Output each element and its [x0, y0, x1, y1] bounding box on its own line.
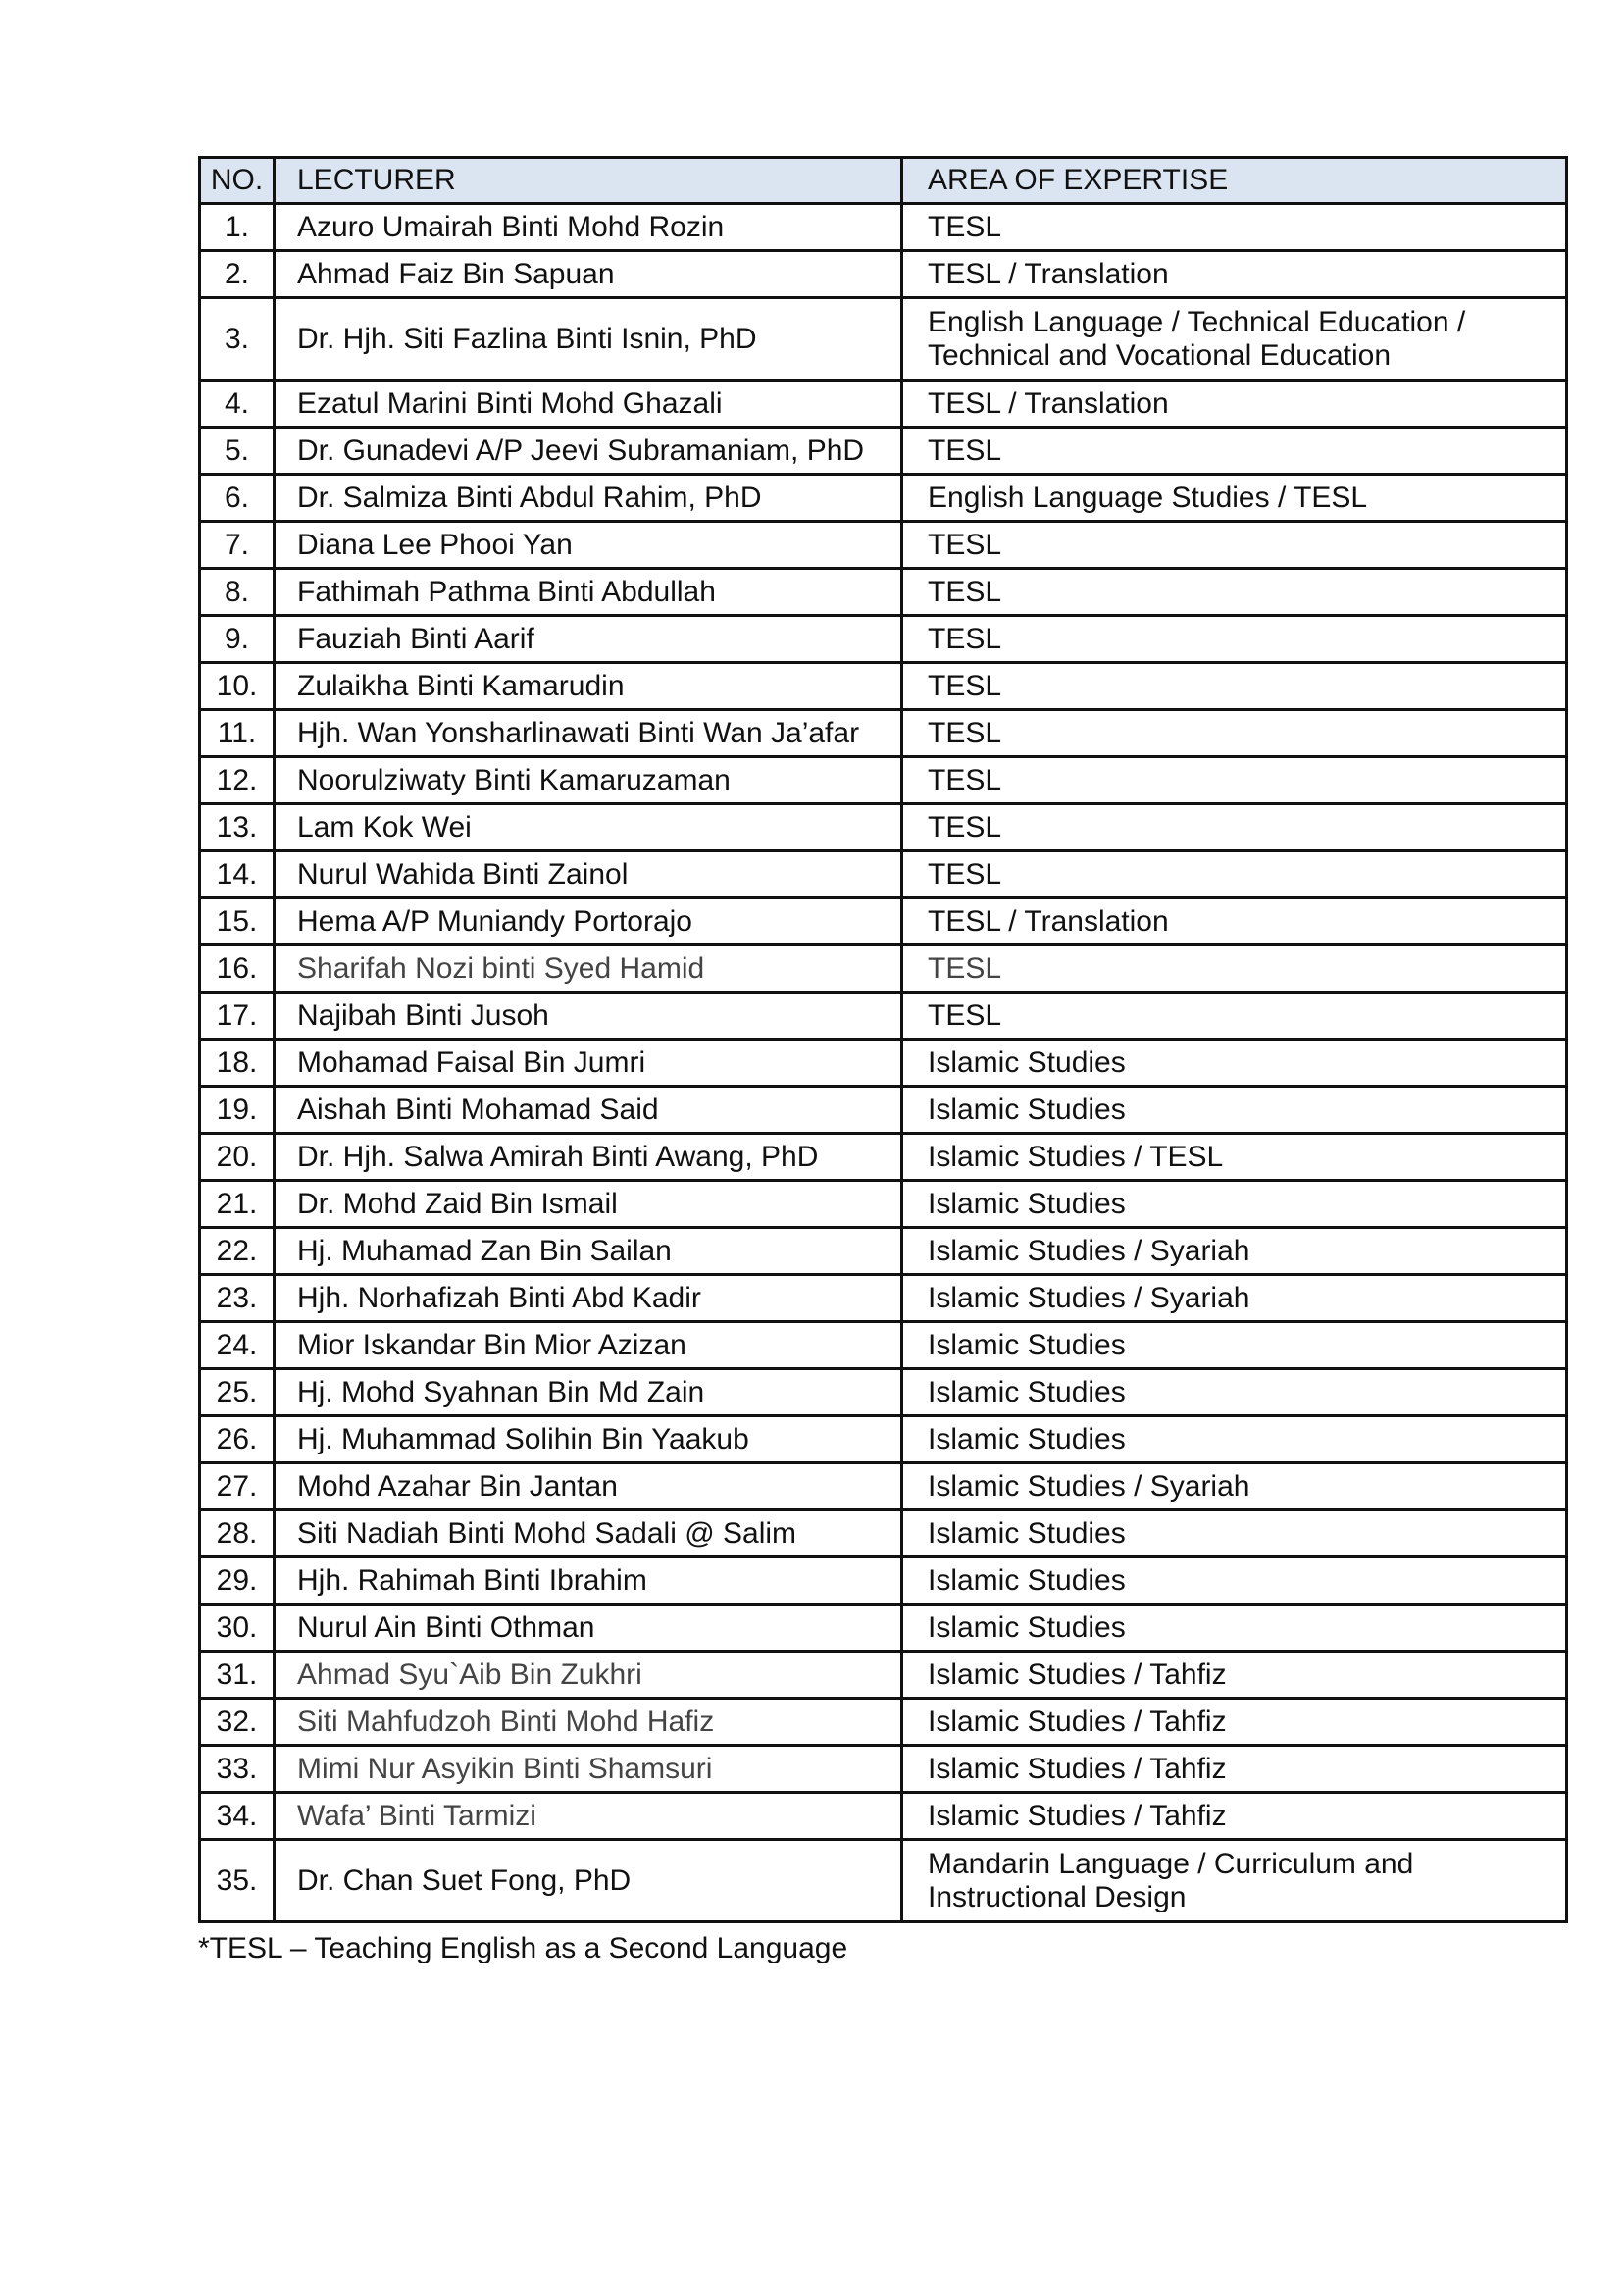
row-number: 19. [200, 1087, 275, 1134]
row-number: 23. [200, 1275, 275, 1322]
area-of-expertise: TESL [902, 710, 1567, 757]
row-number: 25. [200, 1369, 275, 1416]
row-number: 15. [200, 898, 275, 945]
table-row [200, 475, 1567, 522]
lecturer-name: Nurul Wahida Binti Zainol [275, 851, 902, 898]
row-number: 11. [200, 710, 275, 757]
lecturer-name: Mohamad Faisal Bin Jumri [275, 1040, 902, 1087]
row-number: 1. [200, 204, 275, 251]
area-of-expertise: TESL [902, 945, 1567, 993]
row-number: 6. [200, 475, 275, 522]
lecturer-name: Siti Mahfudzoh Binti Mohd Hafiz [275, 1699, 902, 1746]
table-row [200, 1510, 1567, 1557]
lecturer-name: Dr. Salmiza Binti Abdul Rahim, PhD [275, 475, 902, 522]
area-of-expertise: Islamic Studies / Tahfiz [902, 1699, 1567, 1746]
lecturer-name: Wafa’ Binti Tarmizi [275, 1793, 902, 1840]
area-of-expertise: TESL [902, 851, 1567, 898]
row-number: 7. [200, 522, 275, 569]
lecturer-name: Dr. Hjh. Salwa Amirah Binti Awang, PhD [275, 1134, 902, 1181]
table-row [200, 522, 1567, 569]
lecturer-name: Fathimah Pathma Binti Abdullah [275, 569, 902, 616]
area-of-expertise: TESL [902, 663, 1567, 710]
row-number: 18. [200, 1040, 275, 1087]
table-header-row [200, 158, 1567, 204]
lecturer-name: Azuro Umairah Binti Mohd Rozin [275, 204, 902, 251]
row-number: 9. [200, 616, 275, 663]
table-row [200, 710, 1567, 757]
table-row [200, 1840, 1567, 1922]
lecturer-name: Dr. Gunadevi A/P Jeevi Subramaniam, PhD [275, 428, 902, 475]
table-row [200, 1040, 1567, 1087]
table-row [200, 1793, 1567, 1840]
area-of-expertise: Islamic Studies / TESL [902, 1134, 1567, 1181]
area-of-expertise: Islamic Studies [902, 1087, 1567, 1134]
row-number: 10. [200, 663, 275, 710]
table-row [200, 204, 1567, 251]
lecturer-name: Noorulziwaty Binti Kamaruzaman [275, 757, 902, 804]
area-of-expertise: Islamic Studies / Syariah [902, 1463, 1567, 1510]
table-row [200, 298, 1567, 381]
area-of-expertise: Mandarin Language / Curriculum and Instructional Design [902, 1840, 1567, 1922]
area-of-expertise: TESL / Translation [902, 251, 1567, 298]
table-row [200, 616, 1567, 663]
row-number: 32. [200, 1699, 275, 1746]
table-row [200, 1746, 1567, 1793]
area-of-expertise: Islamic Studies [902, 1557, 1567, 1605]
lecturer-name: Dr. Hjh. Siti Fazlina Binti Isnin, PhD [275, 298, 902, 381]
row-number: 4. [200, 381, 275, 428]
area-of-expertise: Islamic Studies [902, 1040, 1567, 1087]
area-of-expertise: Islamic Studies / Tahfiz [902, 1793, 1567, 1840]
table-row [200, 569, 1567, 616]
lecturer-name: Dr. Chan Suet Fong, PhD [275, 1840, 902, 1922]
table-row [200, 945, 1567, 993]
table-row [200, 663, 1567, 710]
lecturer-name: Aishah Binti Mohamad Said [275, 1087, 902, 1134]
area-of-expertise: Islamic Studies [902, 1510, 1567, 1557]
area-of-expertise: Islamic Studies [902, 1369, 1567, 1416]
table-row [200, 1134, 1567, 1181]
table-row [200, 381, 1567, 428]
lecturer-name: Hj. Mohd Syahnan Bin Md Zain [275, 1369, 902, 1416]
header-no: NO. [200, 158, 275, 204]
area-of-expertise: English Language / Technical Education / Technical and Vocational Education [902, 298, 1567, 381]
row-number: 35. [200, 1840, 275, 1922]
area-of-expertise: TESL / Translation [902, 381, 1567, 428]
row-number: 27. [200, 1463, 275, 1510]
row-number: 13. [200, 804, 275, 851]
row-number: 8. [200, 569, 275, 616]
row-number: 24. [200, 1322, 275, 1369]
row-number: 2. [200, 251, 275, 298]
lecturer-name: Lam Kok Wei [275, 804, 902, 851]
lecturer-name: Ahmad Syu`Aib Bin Zukhri [275, 1652, 902, 1699]
area-of-expertise: Islamic Studies [902, 1416, 1567, 1463]
lecturer-table [198, 156, 1568, 1923]
area-of-expertise: Islamic Studies / Tahfiz [902, 1746, 1567, 1793]
lecturer-name: Hj. Muhamad Zan Bin Sailan [275, 1228, 902, 1275]
lecturer-name: Mohd Azahar Bin Jantan [275, 1463, 902, 1510]
row-number: 16. [200, 945, 275, 993]
row-number: 17. [200, 993, 275, 1040]
row-number: 21. [200, 1181, 275, 1228]
header-area-of-expertise: AREA OF EXPERTISE [902, 158, 1567, 204]
table-row [200, 1652, 1567, 1699]
lecturer-name: Hj. Muhammad Solihin Bin Yaakub [275, 1416, 902, 1463]
row-number: 12. [200, 757, 275, 804]
lecturer-name: Najibah Binti Jusoh [275, 993, 902, 1040]
lecturer-name: Dr. Mohd Zaid Bin Ismail [275, 1181, 902, 1228]
document-page [198, 156, 1565, 1965]
table-row [200, 1228, 1567, 1275]
lecturer-name: Hema A/P Muniandy Portorajo [275, 898, 902, 945]
table-row [200, 251, 1567, 298]
lecturer-name: Fauziah Binti Aarif [275, 616, 902, 663]
table-row [200, 851, 1567, 898]
lecturer-name: Sharifah Nozi binti Syed Hamid [275, 945, 902, 993]
row-number: 30. [200, 1605, 275, 1652]
table-row [200, 804, 1567, 851]
header-lecturer: LECTURER [275, 158, 902, 204]
table-row [200, 993, 1567, 1040]
area-of-expertise: Islamic Studies [902, 1322, 1567, 1369]
row-number: 3. [200, 298, 275, 381]
area-of-expertise: TESL [902, 804, 1567, 851]
row-number: 20. [200, 1134, 275, 1181]
table-row [200, 898, 1567, 945]
area-of-expertise: TESL / Translation [902, 898, 1567, 945]
lecturer-name: Ezatul Marini Binti Mohd Ghazali [275, 381, 902, 428]
lecturer-name: Diana Lee Phooi Yan [275, 522, 902, 569]
table-row [200, 1087, 1567, 1134]
table-row [200, 428, 1567, 475]
row-number: 5. [200, 428, 275, 475]
row-number: 33. [200, 1746, 275, 1793]
lecturer-name: Mior Iskandar Bin Mior Azizan [275, 1322, 902, 1369]
area-of-expertise: TESL [902, 569, 1567, 616]
row-number: 31. [200, 1652, 275, 1699]
area-of-expertise: English Language Studies / TESL [902, 475, 1567, 522]
table-row [200, 1605, 1567, 1652]
table-row [200, 1369, 1567, 1416]
row-number: 22. [200, 1228, 275, 1275]
area-of-expertise: TESL [902, 993, 1567, 1040]
area-of-expertise: TESL [902, 204, 1567, 251]
row-number: 34. [200, 1793, 275, 1840]
table-row [200, 1416, 1567, 1463]
lecturer-name: Hjh. Wan Yonsharlinawati Binti Wan Ja’afar [275, 710, 902, 757]
table-row [200, 1463, 1567, 1510]
area-of-expertise: Islamic Studies [902, 1181, 1567, 1228]
table-row [200, 1181, 1567, 1228]
lecturer-name: Nurul Ain Binti Othman [275, 1605, 902, 1652]
row-number: 14. [200, 851, 275, 898]
lecturer-name: Hjh. Norhafizah Binti Abd Kadir [275, 1275, 902, 1322]
table-row [200, 1557, 1567, 1605]
area-of-expertise: Islamic Studies / Tahfiz [902, 1652, 1567, 1699]
area-of-expertise: Islamic Studies / Syariah [902, 1275, 1567, 1322]
area-of-expertise: Islamic Studies [902, 1605, 1567, 1652]
area-of-expertise: TESL [902, 428, 1567, 475]
footnote: *TESL – Teaching English as a Second Language [198, 1932, 848, 1964]
area-of-expertise: TESL [902, 616, 1567, 663]
table-row [200, 757, 1567, 804]
area-of-expertise: TESL [902, 757, 1567, 804]
row-number: 29. [200, 1557, 275, 1605]
table-row [200, 1322, 1567, 1369]
table-row [200, 1275, 1567, 1322]
area-of-expertise: Islamic Studies / Syariah [902, 1228, 1567, 1275]
lecturer-name: Ahmad Faiz Bin Sapuan [275, 251, 902, 298]
table-row [200, 1699, 1567, 1746]
lecturer-name: Zulaikha Binti Kamarudin [275, 663, 902, 710]
lecturer-name: Siti Nadiah Binti Mohd Sadali @ Salim [275, 1510, 902, 1557]
row-number: 28. [200, 1510, 275, 1557]
row-number: 26. [200, 1416, 275, 1463]
area-of-expertise: TESL [902, 522, 1567, 569]
lecturer-name: Mimi Nur Asyikin Binti Shamsuri [275, 1746, 902, 1793]
lecturer-name: Hjh. Rahimah Binti Ibrahim [275, 1557, 902, 1605]
